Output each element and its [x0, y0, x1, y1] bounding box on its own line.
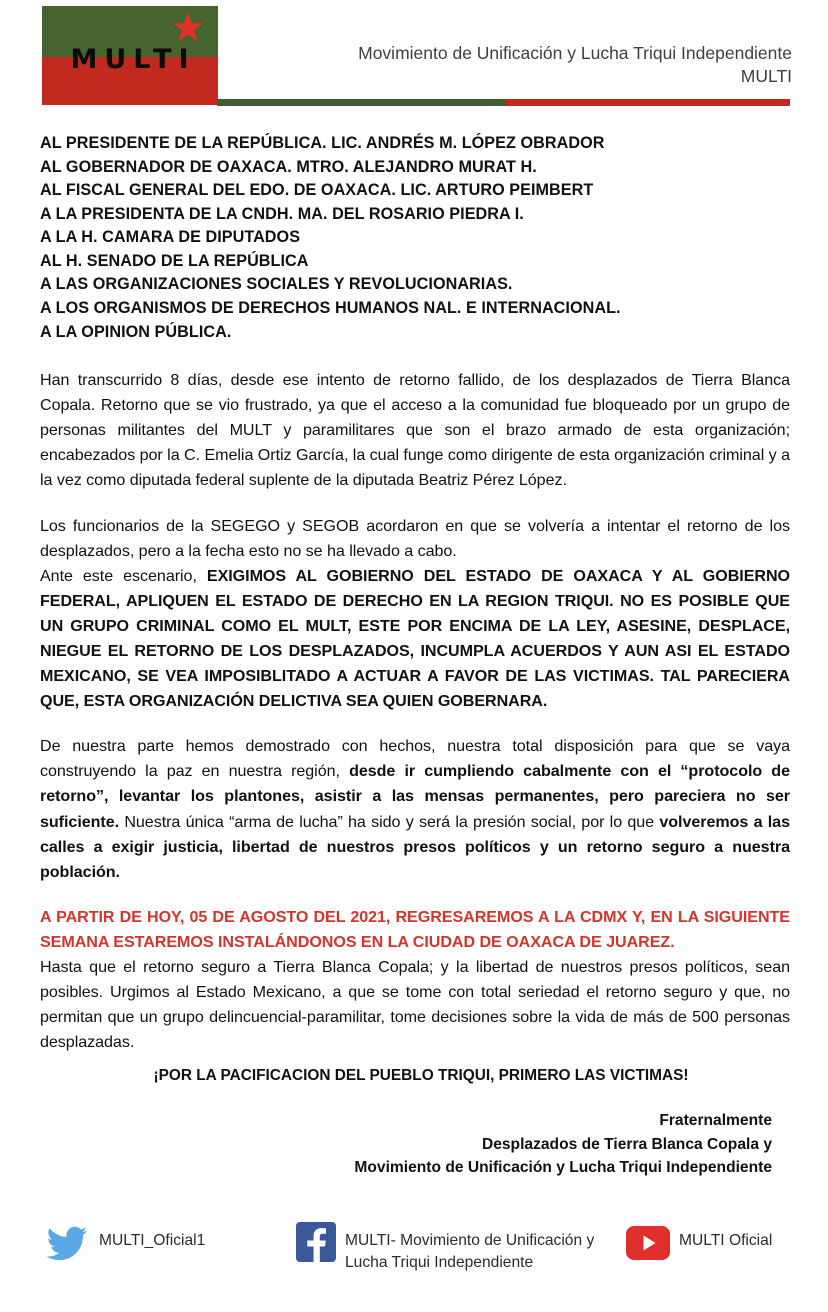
social-footer	[0, 1222, 828, 1273]
demand-bold-text: EXIGIMOS AL GOBIERNO DEL ESTADO DE OAXACA Y AL GOBIERNO FEDERAL, APLIQUEN EL ESTADO DE DERECHO EN LA REGION TRIQUI. NO ES POSIBLE QUE UN GRUPO CRIMINAL COMO EL MULT, ESTE POR ENCIMA DE LA LEY, ASESINE, DESPLACE, NIEGUE EL RETORNO DE LOS DESPLAZADOS, INCUMPLA ACUERDOS Y AUN ASI EL ESTADO MEXICANO, SE VEA IMPOSIBLITADO A ACTUAR A FAVOR DE LAS VICTIMAS. TAL PARECIERA QUE, ESTA ORGANIZACIÓN DELICTIVA SEA QUIEN GOBERNARA.	[40, 566, 790, 711]
paragraph-announcement-red: A PARTIR DE HOY, 05 DE AGOSTO DEL 2021, REGRESAREMOS A LA CDMX Y, EN LA SIGUIENTE SEMANA ESTAREMOS INSTALÁNDONOS EN LA CIUDAD DE OAXACA DE JUAREZ.	[40, 907, 790, 951]
addressee-item: AL GOBERNADOR DE OAXACA. MTRO. ALEJANDRO MURAT H.	[40, 157, 537, 176]
social-facebook[interactable]	[296, 1222, 626, 1273]
social-twitter[interactable]	[46, 1222, 296, 1262]
slogan-line: ¡POR LA PACIFICACION DEL PUEBLO TRIQUI, PRIMERO LAS VICTIMAS!	[153, 1067, 689, 1085]
logo-wordmark: MULTI	[70, 43, 196, 75]
signoff-line3: Movimiento de Unificación y Lucha Triqui Independiente	[354, 1159, 772, 1177]
header-divider-rule	[217, 99, 790, 106]
divider-red-segment	[506, 99, 790, 106]
social-youtube[interactable]	[626, 1222, 802, 1260]
facebook-page-name	[345, 1222, 594, 1273]
paragraph-demand	[40, 564, 790, 715]
addressee-item: A LA OPINION PÚBLICA.	[40, 322, 232, 341]
facebook-name-line1: MULTI- Movimiento de Unificación y	[345, 1232, 595, 1249]
paragraph-closing: Hasta que el retorno seguro a Tierra Blanca Copala; y la libertad de nuestros presos políticos, sean posibles. Urgimos al Estado Mexicano, a que se tome con total seriedad el retorno seguro y que, no permitan que un grupo delincuencial-paramilitar, tome decisiones sobre la vida de más de 500 personas desplazadas.	[40, 958, 790, 1052]
multi-logo	[42, 6, 218, 105]
addressee-item: AL H. SENADO DE LA REPÚBLICA	[40, 251, 309, 270]
org-title-line2: MULTI	[740, 66, 792, 87]
youtube-channel-name: MULTI Oficial	[679, 1232, 773, 1249]
addressee-item: AL FISCAL GENERAL DEL EDO. DE OAXACA. LIC. ARTURO PEIMBERT	[40, 181, 594, 200]
demand-lead-text: Ante este escenario,	[40, 566, 207, 585]
paragraph-intro: Han transcurrido 8 días, desde ese intento de retorno fallido, de los desplazados de Tierra Blanca Copala. Retorno que se vio frustrado, ya que el acceso a la comunidad fue bloqueado por un grupo de personas militantes del MULT y paramilitares que son el brazo armado de esta organización; encabezados por la C. Emelia Ortiz García, la cual funge como dirigente de esta organización criminal y a la vez como diputada federal suplente de la diputada Beatriz Pérez López.	[40, 371, 790, 490]
addressee-item: AL PRESIDENTE DE LA REPÚBLICA. LIC. ANDRÉS M. LÓPEZ OBRADOR	[40, 134, 605, 152]
organization-title	[358, 42, 792, 88]
paragraph-commitment	[40, 734, 790, 885]
divider-green-segment	[217, 99, 506, 106]
youtube-play-icon	[626, 1226, 670, 1260]
addressee-list	[40, 132, 790, 344]
signature-block	[40, 1109, 790, 1179]
addressee-item: A LOS ORGANISMOS DE DERECHOS HUMANOS NAL. E INTERNACIONAL.	[40, 298, 621, 317]
twitter-bird-icon	[46, 1222, 90, 1262]
addressee-item: A LA PRESIDENTA DE LA CNDH. MA. DEL ROSARIO PIEDRA I.	[40, 204, 524, 223]
document-header	[0, 0, 828, 118]
addressee-item: A LAS ORGANIZACIONES SOCIALES Y REVOLUCIONARIAS.	[40, 275, 513, 294]
commitment-text-a: De nuestra parte hemos demostrado con hechos, nuestra total disposición para que se vaya construyendo la paz en nuestra región,	[40, 737, 790, 781]
commitment-bold-d: volveremos a las calles a exigir justicia, libertad de nuestros presos políticos y un retorno seguro a nuestra población.	[40, 812, 790, 881]
addressee-item: A LA H. CAMARA DE DIPUTADOS	[40, 228, 301, 247]
red-star-icon: ★	[170, 6, 206, 50]
facebook-f-icon	[296, 1222, 336, 1262]
document-body	[0, 118, 828, 1180]
twitter-handle: MULTI_Oficial1	[99, 1232, 206, 1249]
paragraph-segego: Los funcionarios de la SEGEGO y SEGOB acordaron en que se volvería a intentar el retorno de los desplazados, pero a la fecha esto no se ha llevado a cabo.	[40, 516, 790, 560]
signoff-line1: Fraternalmente	[659, 1112, 772, 1130]
facebook-name-line2: Lucha Triqui Independiente	[345, 1253, 534, 1271]
commitment-text-c: Nuestra única “arma de lucha” ha sido y será la presión social, por lo que	[119, 812, 660, 831]
org-title-line1: Movimiento de Unificación y Lucha Triqui Independiente	[358, 43, 792, 63]
commitment-bold-b: desde ir cumpliendo cabalmente con el “protocolo de retorno”, levantar los plantones, asistir a las mensas permanentes, pero pareciera no ser suficiente.	[40, 762, 790, 831]
signoff-line2: Desplazados de Tierra Blanca Copala y	[481, 1135, 772, 1153]
